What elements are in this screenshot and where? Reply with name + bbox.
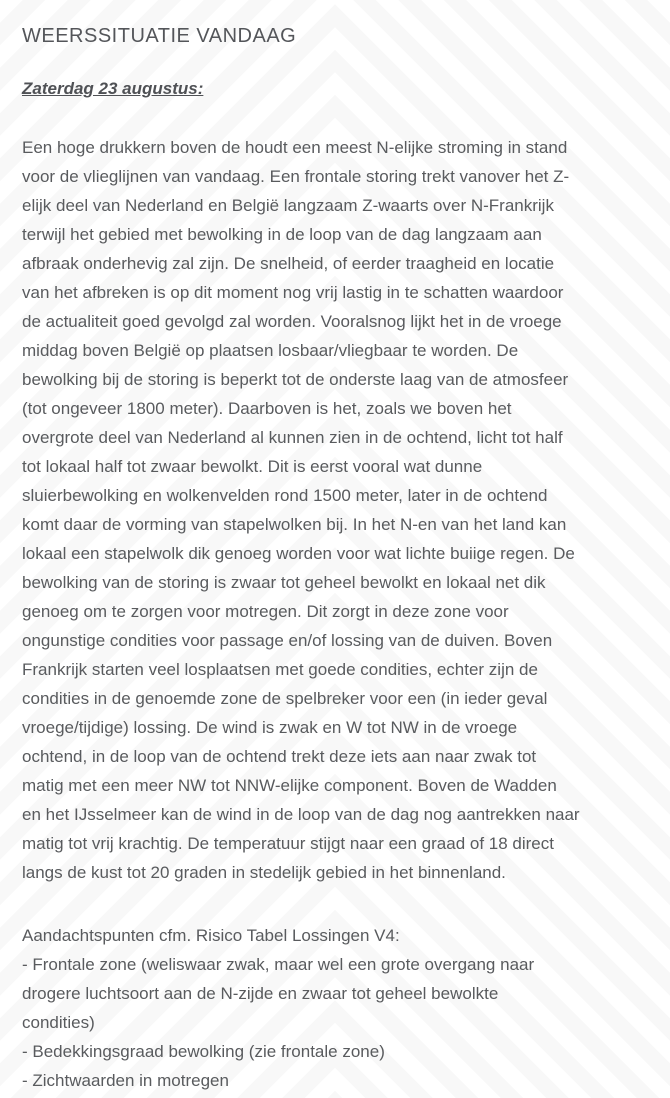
paragraph-line: (tot ongeveer 1800 meter). Daarboven is het, zoals we boven het bbox=[22, 399, 512, 418]
attention-line: - Zichtwaarden in motregen bbox=[22, 1071, 229, 1090]
attention-line: condities) bbox=[22, 1013, 95, 1032]
paragraph-line: ongunstige condities voor passage en/of lossing van de duiven. Boven bbox=[22, 631, 553, 650]
paragraph-line: overgrote deel van Nederland al kunnen zien in de ochtend, licht tot half bbox=[22, 428, 563, 447]
page-title: WEERSSITUATIE VANDAAG bbox=[22, 25, 297, 47]
paragraph-line: matig met een meer NW tot NNW-elijke component. Boven de Wadden bbox=[22, 776, 557, 795]
paragraph-line: Frankrijk starten veel losplaatsen met goede condities, echter zijn de bbox=[22, 660, 538, 679]
paragraph-line: Een hoge drukkern boven de houdt een meest N-elijke stroming in stand bbox=[22, 138, 568, 157]
paragraph-line: bewolking van de storing is zwaar tot geheel bewolkt en lokaal net dik bbox=[22, 573, 546, 592]
paragraph-line: langs de kust tot 20 graden in stedelijk gebied in het binnenland. bbox=[22, 863, 506, 882]
date-heading: Zaterdag 23 augustus: bbox=[22, 79, 204, 98]
paragraph-line: voor de vlieglijnen van vandaag. Een frontale storing trekt vanover het Z- bbox=[22, 167, 570, 186]
paragraph-line: terwijl het gebied met bewolking in de loop van de dag langzaam aan bbox=[22, 225, 542, 244]
weather-paragraph bbox=[22, 133, 645, 887]
paragraph-line: komt daar de vorming van stapelwolken bij. In het N-en van het land kan bbox=[22, 515, 567, 534]
paragraph-line: ochtend, in de loop van de ochtend trekt deze iets aan naar zwak tot bbox=[22, 747, 537, 766]
paragraph-line: vroege/tijdige) lossing. De wind is zwak en W tot NW in de vroege bbox=[22, 718, 518, 737]
paragraph-line: matig tot vrij krachtig. De temperatuur stijgt naar een graad of 18 direct bbox=[22, 834, 554, 853]
attention-line: - Bedekkingsgraad bewolking (zie frontale zone) bbox=[22, 1042, 385, 1061]
paragraph-line: genoeg om te zorgen voor motregen. Dit zorgt in deze zone voor bbox=[22, 602, 509, 621]
paragraph-line: condities in de genoemde zone de spelbreker voor een (in ieder geval bbox=[22, 689, 548, 708]
attention-heading: Aandachtspunten cfm. Risico Tabel Lossingen V4: bbox=[22, 926, 400, 945]
paragraph-line: lokaal een stapelwolk dik genoeg worden voor wat lichte buiige regen. De bbox=[22, 544, 575, 563]
paragraph-line: van het afbreken is op dit moment nog vrij lastig in te schatten waardoor bbox=[22, 283, 564, 302]
paragraph-line: elijk deel van Nederland en België langzaam Z-waarts over N-Frankrijk bbox=[22, 196, 554, 215]
paragraph-line: tot lokaal half tot zwaar bewolkt. Dit is eerst vooral wat dunne bbox=[22, 457, 483, 476]
paragraph-line: bewolking bij de storing is beperkt tot de onderste laag van de atmosfeer bbox=[22, 370, 569, 389]
attention-section bbox=[22, 921, 645, 1095]
paragraph-line: afbraak onderhevig zal zijn. De snelheid, of eerder traagheid en locatie bbox=[22, 254, 555, 273]
paragraph-line: middag boven België op plaatsen losbaar/vliegbaar te worden. De bbox=[22, 341, 519, 360]
paragraph-line: sluierbewolking en wolkenvelden rond 1500 meter, later in de ochtend bbox=[22, 486, 548, 505]
attention-list bbox=[22, 950, 645, 1095]
paragraph-line: de actualiteit goed gevolgd zal worden. Vooralsnog lijkt het in de vroege bbox=[22, 312, 562, 331]
attention-line: drogere luchtsoort aan de N-zijde en zwaar tot geheel bewolkte bbox=[22, 984, 499, 1003]
paragraph-line: en het IJsselmeer kan de wind in de loop van de dag nog aantrekken naar bbox=[22, 805, 580, 824]
attention-line: - Frontale zone (weliswaar zwak, maar wel een grote overgang naar bbox=[22, 955, 535, 974]
